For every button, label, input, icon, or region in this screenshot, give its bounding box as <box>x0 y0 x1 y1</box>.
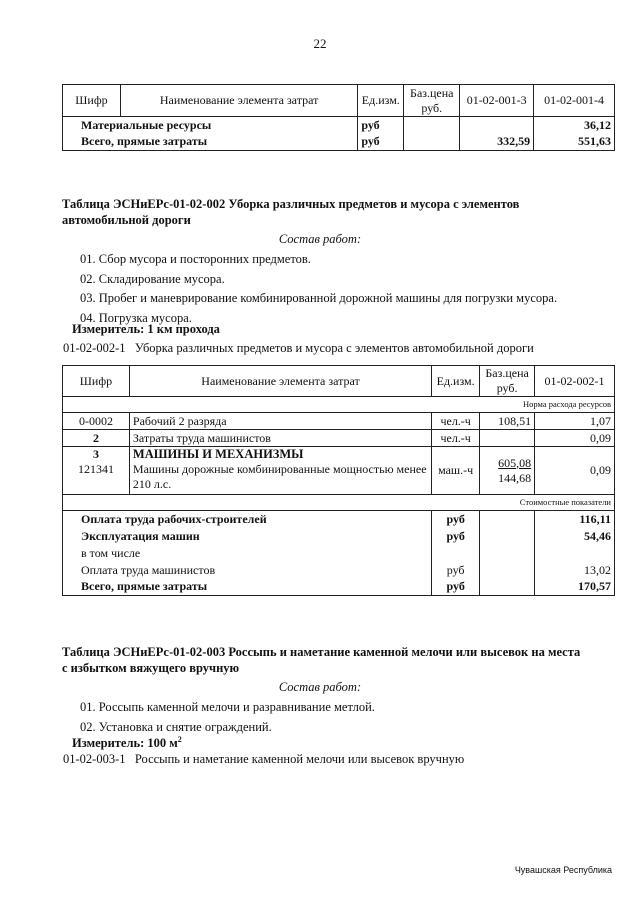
list-item: 03. Пробег и маневрирование комбинированной дорожной машины для погрузки мусора. <box>80 291 558 305</box>
t1-header-unit: Ед.изм. <box>358 85 404 117</box>
list-item: 01. Россыпь каменной мелочи и разравнивание метлой. <box>80 700 375 714</box>
t2-header-price: Баз.цена руб. <box>480 366 535 397</box>
table-row: 3 121341 МАШИНЫ И МЕХАНИЗМЫ Машины дорожные комбинированные мощностью менее 210 л.с. маш.-ч 605,08 144,68 0,09 <box>63 447 615 495</box>
section-2-title: Таблица ЭСНиЕРс-01-02-002 Уборка различных предметов и мусора с элементов автомобильной дороги <box>62 197 520 227</box>
section-3-item-code: 01-02-003-1 <box>63 752 126 766</box>
section-3-meter: Измеритель: 100 $м^2$ <box>72 735 182 751</box>
t2-header-col1: 01-02-002-1 <box>535 366 615 397</box>
norm-label: Норма расхода ресурсов <box>63 397 615 413</box>
section-2-item-name: Уборка различных предметов и мусора с элементов автомобильной дороги <box>134 341 534 355</box>
table-row: 2 Затраты труда машинистов чел.-ч 0,09 <box>63 430 615 447</box>
t1-header-name: Наименование элемента затрат <box>120 85 357 117</box>
section-3-title: Таблица ЭСНиЕРс-01-02-003 Россыпь и наметание каменной мелочи или высевок на места с избытком вяжущего вручную <box>62 645 581 675</box>
section-3-works-list <box>80 698 375 737</box>
t1-header-col1: 01-02-001-3 <box>460 85 534 117</box>
section-3-item-name: Россыпь и наметание каменной мелочи или высевок вручную <box>134 752 465 766</box>
section-2-works-list <box>80 250 557 328</box>
t2-header-name: Наименование элемента затрат <box>129 366 431 397</box>
page-number: 22 <box>313 36 327 51</box>
t2-header-unit: Ед.изм. <box>432 366 480 397</box>
section-2-item <box>63 341 534 356</box>
table-2 <box>62 365 615 596</box>
table-row: Оплата труда рабочих-строителей руб 116,11 <box>63 511 615 528</box>
table-row: 0-0002 Рабочий 2 разряда чел.-ч 108,51 1,07 <box>63 413 615 430</box>
footer-region: Чувашская Республика <box>514 865 612 875</box>
list-item: 02. Установка и снятие ограждений. <box>80 719 272 734</box>
list-item: 04. Погрузка мусора. <box>80 310 192 325</box>
t2-header-code: Шифр <box>63 366 130 397</box>
section-3-works-heading: Состав работ: <box>278 680 362 694</box>
t1-header-col2: 01-02-001-4 <box>534 85 615 117</box>
table-row: в том числе <box>63 545 615 562</box>
list-item: 01. Сбор мусора и посторонних предметов. <box>80 252 311 266</box>
t1-header-price: Баз.цена руб. <box>404 85 460 117</box>
table-row: Материальные ресурсы руб 36,12 <box>63 117 615 134</box>
table-row: Всего, прямые затраты руб 170,57 <box>63 579 615 596</box>
t1-header-code: Шифр <box>63 85 121 117</box>
cost-label: Стоимостные показатели <box>63 495 615 511</box>
section-3-item <box>63 752 464 767</box>
table-row: Эксплуатация машин руб 54,46 <box>63 528 615 545</box>
section-2-meter: Измеритель: 1 км прохода <box>72 322 220 336</box>
list-item: 02. Складирование мусора. <box>80 271 225 286</box>
table-row: Оплата труда машинистов руб 13,02 <box>63 562 615 579</box>
table-1 <box>62 84 615 151</box>
section-2-item-code: 01-02-002-1 <box>63 341 126 355</box>
table-row: Всего, прямые затраты руб 332,59 551,63 <box>63 134 615 151</box>
section-2-works-heading: Состав работ: <box>278 232 362 246</box>
